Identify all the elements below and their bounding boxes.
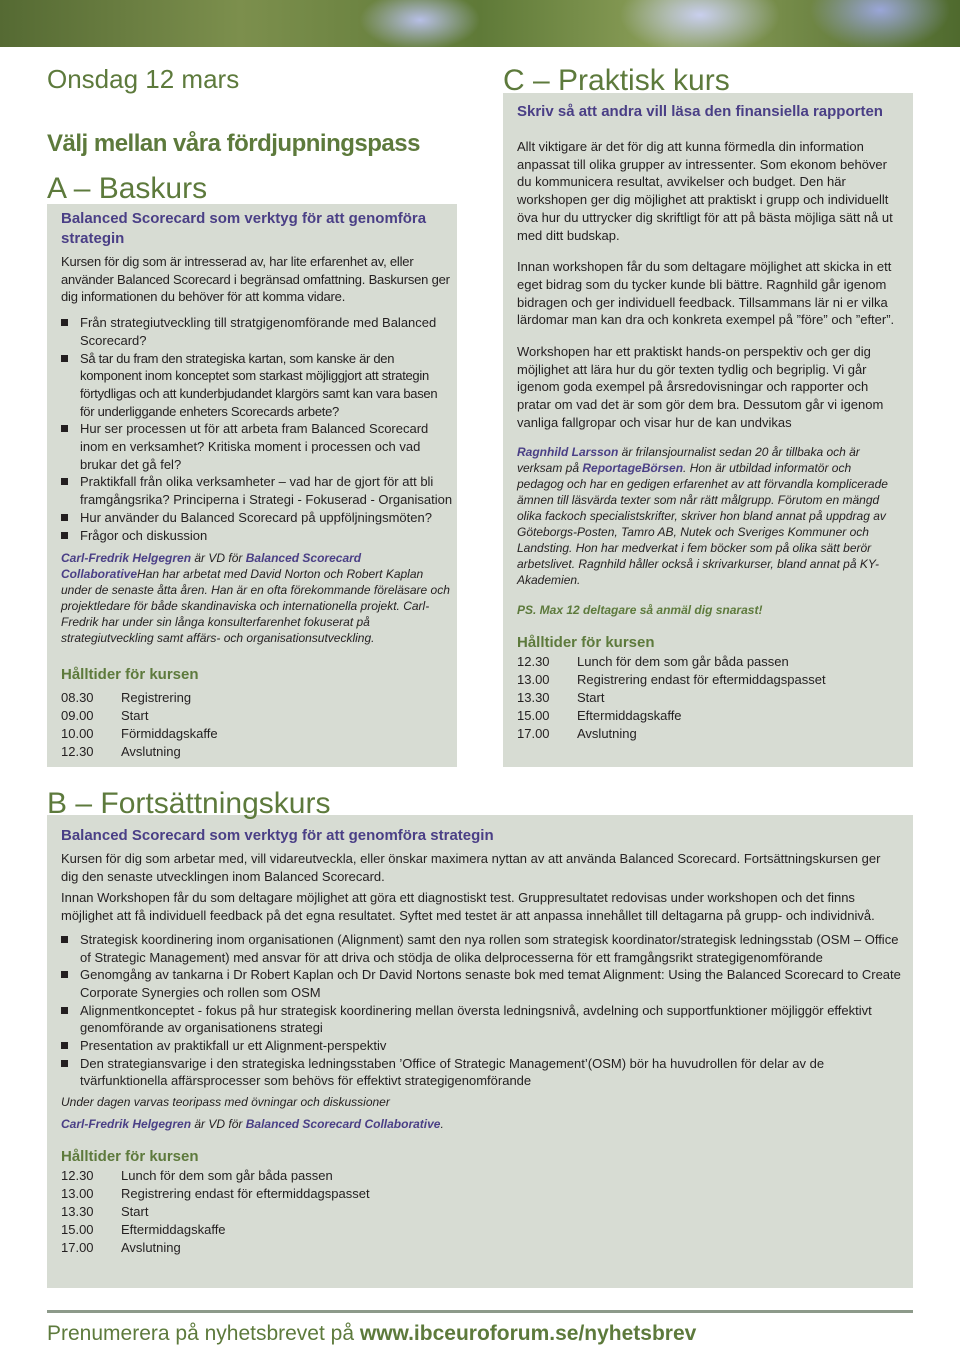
- list-item: Hur ser processen ut för att arbeta fram Balanced Scorecard inom en verksamhet? Kritiska moment i processen och vad brukar det gå fel?: [61, 420, 453, 473]
- speaker-end: .: [440, 1117, 444, 1132]
- schedule-time: 10.00: [61, 726, 94, 742]
- schedule-time: 17.00: [61, 1240, 94, 1256]
- schedule-time: 13.00: [517, 671, 550, 687]
- speaker-name: Carl-Fredrik Helgegren: [61, 1117, 192, 1132]
- speaker-name: Carl-Fredrik Helgegren: [61, 551, 192, 566]
- list-item: Presentation av praktikfall ur ett Alignment-perspektiv: [61, 1037, 901, 1055]
- course-a-bullets: [61, 314, 453, 544]
- course-c-subtitle: Skriv så att andra vill läsa den finansiella rapporten: [517, 103, 883, 120]
- course-c-title: C – Praktisk kurs: [503, 64, 730, 97]
- course-c-schedule: [517, 653, 899, 743]
- schedule-item: Start: [577, 689, 605, 705]
- schedule-item: Avslutning: [577, 725, 637, 741]
- schedule-time: 13.30: [61, 1204, 94, 1220]
- course-c-paragraph-2: Innan workshopen får du som deltagare möjlighet att skicka in ett eget bidrag som du tycker kunde bli bättre. Ragnhild går igenom bidragen och ger individuell feedback. Tillsammans lär ni er vilka lärdomar man kan dra och konkreta exempel på ”före” och ”efter”.: [517, 259, 895, 328]
- course-b-paragraph-1: Kursen för dig som arbetar med, vill vidareutveckla, eller önskar maximera nyttan av att använda Balanced Scorecard. Fortsättningskursen ger dig den senaste utvecklingen inom Balanced Scorecard.: [61, 851, 881, 884]
- schedule-time: 13.00: [61, 1186, 94, 1202]
- schedule-item: Avslutning: [121, 1240, 181, 1256]
- schedule-row: [61, 743, 453, 761]
- schedule-time: 12.30: [517, 653, 550, 669]
- speaker-text: är frilansjournalist sedan 20 år tillbaka och är verksam på: [517, 444, 860, 475]
- course-b-bullets: [61, 931, 901, 1090]
- speaker-text: är VD för: [191, 551, 246, 566]
- schedule-row: [61, 689, 453, 707]
- schedule-item: Eftermiddagskaffe: [121, 1222, 226, 1238]
- schedule-row: [61, 1203, 901, 1221]
- schedule-item: Registrering: [121, 690, 192, 706]
- schedule-item: Start: [121, 1204, 149, 1220]
- list-item: Hur använder du Balanced Scorecard på uppföljningsmöten?: [61, 509, 453, 527]
- course-b-subtitle: Balanced Scorecard som verktyg för att genomföra strategin: [61, 827, 494, 844]
- course-c-schedule-title: Hålltider för kursen: [517, 633, 655, 651]
- course-b-schedule-title: Hålltider för kursen: [61, 1148, 199, 1166]
- schedule-time: 09.00: [61, 708, 94, 724]
- schedule-time: 15.00: [61, 1222, 94, 1238]
- schedule-item: Avslutning: [121, 744, 181, 760]
- course-c-speaker: [517, 444, 899, 588]
- course-b-content: [61, 826, 901, 1257]
- course-a-intro: Kursen för dig som är intresserad av, har lite erfarenhet av, eller använder Balanced Scorecard i begränsad omfattning. Baskursen ger dig informationen du behöver för att komma vidare.: [61, 254, 450, 305]
- course-a-title: A – Baskurs: [47, 172, 208, 205]
- course-c-paragraph-3: Workshopen har ett praktiskt hands-on perspektiv och ger dig möjlighet att lära hur du gör texten tydlig och begriplig. Vi går igenom goda exempel på årsredovisningar och rapporter och pratar om vad det är som gör dem bra. Dessutom går vi igenom vanliga fallgropar och visar hur de kan undvikas: [517, 344, 884, 430]
- list-item: Frågor och diskussion: [61, 527, 453, 545]
- list-item: Strategisk koordinering inom organisationen (Alignment) samt den nya rollen som strategisk koordinator/strategisk ledningsstab (OSM – Office of Strategic Management) med ansvar för att driva och stödja de olika delprocesserna för ett framgångsrikt strategigenomförande: [61, 931, 901, 966]
- speaker-org: Balanced Scorecard Collaborative: [61, 551, 362, 582]
- date-heading: Onsdag 12 mars: [47, 64, 240, 94]
- schedule-row: [517, 707, 899, 725]
- course-a-speaker: [61, 550, 453, 646]
- flower-banner-image: [0, 0, 960, 47]
- schedule-time: 12.30: [61, 744, 94, 760]
- schedule-item: Lunch för dem som går båda passen: [121, 1168, 333, 1184]
- schedule-time: 08.30: [61, 690, 94, 706]
- course-c-paragraph-1: Allt viktigare är det för dig att kunna förmedla din information anpassat till olika grupper av intressenter. Som ekonom behöver du kommunicera resultat, avvikelser och budget. Den här workshopen ger dig möjlighet att praktiskt i grupp och individuellt öva hur du uttrycker dig skriftligt för att på bästa möjliga sätt nå ut med ditt budskap.: [517, 139, 893, 243]
- list-item: Så tar du fram den strategiska kartan, som kanske är den komponent inom konceptet som starkast möjliggjort att strategin förtydligas och att kunderbjudandet klargörs samt kan vara basen för underliggande enheters Scorecards arbete?: [61, 350, 453, 421]
- schedule-row: [517, 689, 899, 707]
- course-c-content: [517, 102, 899, 743]
- course-a-schedule-title: Hålltider för kursen: [61, 666, 199, 684]
- schedule-time: 17.00: [517, 725, 550, 741]
- speaker-org: ReportageBörsen: [582, 460, 684, 475]
- schedule-time: 12.30: [61, 1168, 94, 1184]
- course-a-content: [61, 209, 453, 761]
- newsletter-link[interactable]: www.ibceuroforum.se/nyhetsbrev: [359, 1322, 697, 1345]
- schedule-row: [61, 1167, 901, 1185]
- choose-title: Välj mellan våra fördjupningspass: [47, 130, 420, 157]
- course-a-schedule: [61, 689, 453, 761]
- schedule-item: Förmiddagskaffe: [121, 726, 218, 742]
- schedule-row: [517, 725, 899, 743]
- schedule-row: [517, 671, 899, 689]
- list-item: Praktikfall från olika verksamheter – vad har de gjort för att bli framgångsrika? Principerna i Strategi - Fokuserad - Organisation: [61, 473, 453, 508]
- schedule-row: [517, 653, 899, 671]
- schedule-item: Eftermiddagskaffe: [577, 707, 682, 723]
- schedule-time: 15.00: [517, 707, 550, 723]
- schedule-item: Registrering endast för eftermiddagspasset: [577, 671, 826, 687]
- schedule-time: 13.30: [517, 689, 550, 705]
- list-item: Från strategiutveckling till stratgigenomförande med Balanced Scorecard?: [61, 314, 453, 349]
- footer: [47, 1322, 696, 1346]
- list-item: Genomgång av tankarna i Dr Robert Kaplan och Dr David Nortons senaste bok med temat Alignment: Using the Balanced Scorecard to Create Corporate Synergies och rollen som OSM: [61, 966, 901, 1001]
- speaker-bio: Han har arbetat med David Norton och Robert Kaplan under de senaste åtta åren. Han är en ofta förekommande föreläsare och projektledare för både skandinaviska och internationella projekt. Carl-Fredrik har under sin långa konsulterfarenhet fokuserat på strategiutveckling samt affärs- och organisationsutveckling.: [61, 567, 450, 646]
- course-b-schedule: [61, 1167, 901, 1257]
- speaker-name: Ragnhild Larsson: [517, 444, 619, 459]
- course-b-title: B – Fortsättningskurs: [47, 787, 331, 820]
- schedule-row: [61, 1221, 901, 1239]
- schedule-row: [61, 707, 453, 725]
- schedule-row: [61, 1239, 901, 1257]
- speaker-org: Balanced Scorecard Collaborative: [245, 1117, 441, 1132]
- course-b-note: Under dagen varvas teoripass med övningar och diskussioner: [61, 1095, 390, 1110]
- schedule-row: [61, 725, 453, 743]
- speaker-bio: . Hon är utbildad informatör och pedagog och har en gedigen erfarenhet av att förvandla komplicerade ämnen till läsvärda texter som når rätt målgrupp. Förutom en mängd olika fackoch specialistskrifter, skriver hon bland annat på uppdrag av Göteborgs-Posten, Tamro AB, Nutek och Sveriges Kommuner och Landsting. Hon har medverkat i fem böcker som på olika sätt berör arbetslivet. Ragnhild håller också i skrivarkurser, bland annat på KY-Akademien.: [517, 460, 888, 587]
- schedule-row: [61, 1185, 901, 1203]
- schedule-item: Registrering endast för eftermiddagspasset: [121, 1186, 370, 1202]
- footer-text: Prenumerera på nyhetsbrevet på: [47, 1322, 360, 1345]
- list-item: Alignmentkonceptet - fokus på hur strategisk koordinering mellan översta ledningsnivå, avdelning och supportfunktioner möjliggör effektivt genomförande av organisationens strategi: [61, 1002, 901, 1037]
- speaker-text: är VD för: [191, 1117, 246, 1132]
- course-a-subtitle: Balanced Scorecard som verktyg för att genomföra strategin: [61, 210, 427, 247]
- footer-divider: [47, 1310, 913, 1313]
- schedule-item: Start: [121, 708, 149, 724]
- course-b-paragraph-2: Innan Workshopen får du som deltagare möjlighet att göra ett diagnostiskt test. Gruppresultatet redovisas under workshopen och det finns möjlighet att få individuell feedback på det egna resultatet. Syftet med testet är att anpassa innehållet till deltagarna på grupp- och individnivå.: [61, 890, 875, 924]
- course-c-ps: PS. Max 12 deltagare så anmäl dig snarast!: [517, 602, 763, 617]
- schedule-item: Lunch för dem som går båda passen: [577, 653, 789, 669]
- list-item: Den strategiansvarige i den strategiska ledningsstaben ’Office of Strategic Management’(OSM) bör ha huvudrollen för delar av de tvärfunktionella affärsprocesser som behövs för effektivt strategigenomförande: [61, 1055, 901, 1090]
- course-b-speaker: [61, 1116, 901, 1132]
